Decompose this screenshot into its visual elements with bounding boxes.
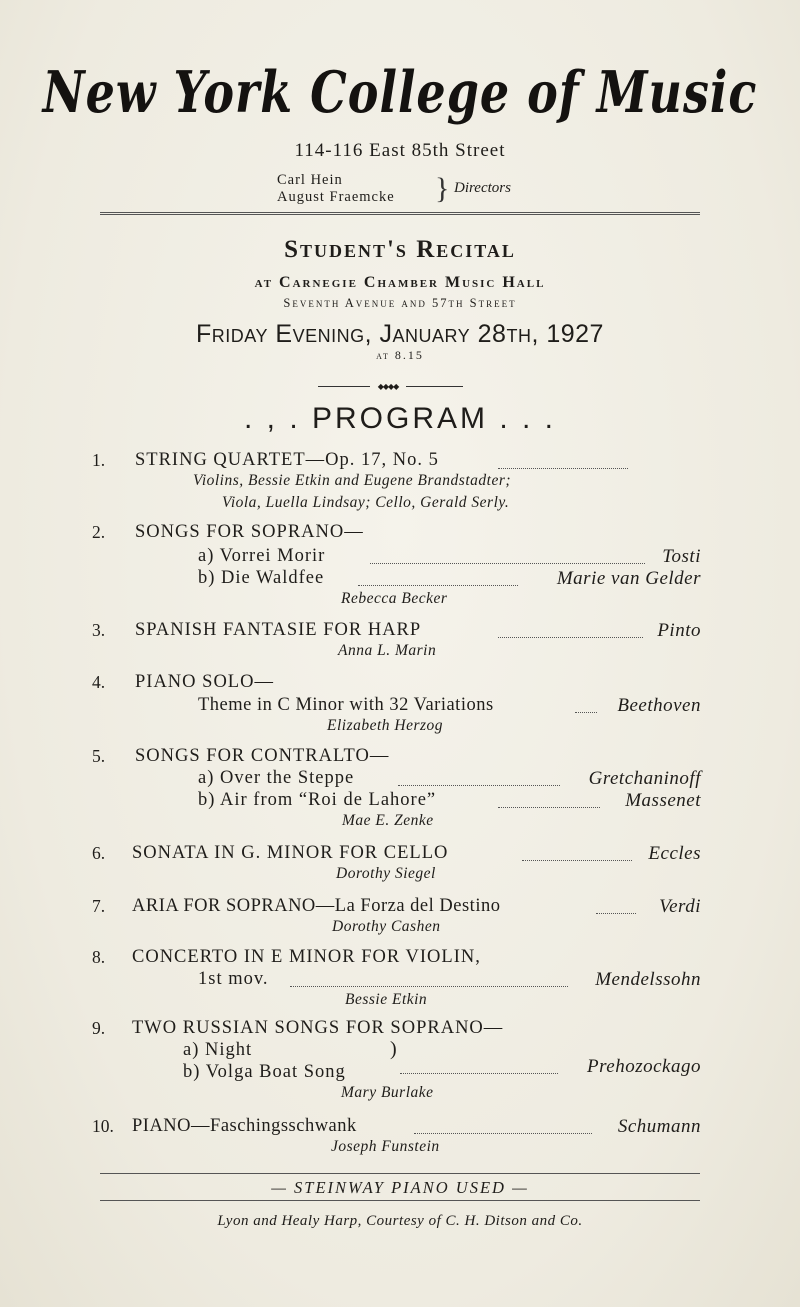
item-title: PIANO SOLO—	[135, 672, 274, 692]
item-number: 8.	[92, 947, 106, 967]
brace-glyph: }	[435, 172, 451, 205]
item-number: 7.	[92, 896, 106, 916]
item-number: 9.	[92, 1018, 106, 1038]
subitem-label: b) Die Waldfee	[198, 568, 325, 588]
college-name: New York College of Music	[42, 58, 758, 126]
ornament-divider: ◆◆◆◆	[318, 383, 463, 391]
item-number: 1.	[92, 450, 106, 470]
item-composer: Verdi	[659, 896, 701, 917]
subitem-label: a) Night	[183, 1040, 253, 1060]
subitem-label: 1st mov.	[198, 969, 269, 989]
item-performers: Bessie Etkin	[345, 991, 428, 1008]
item-composer: Eccles	[648, 843, 701, 864]
item-number: 10.	[92, 1116, 114, 1136]
director-name: August Fraemcke	[277, 189, 395, 205]
recital-venue: at Carnegie Chamber Music Hall	[254, 274, 546, 291]
item-number: 2.	[92, 522, 106, 542]
program-heading: . , . PROGRAM . . .	[243, 402, 557, 435]
item-composer: Massenet	[625, 790, 701, 811]
item-composer: Pinto	[657, 620, 701, 641]
college-address: 114-116 East 85th Street	[294, 140, 506, 161]
dotted-leader	[358, 585, 518, 586]
item-title: CONCERTO IN E MINOR FOR VIOLIN,	[132, 947, 481, 967]
director-name: Carl Hein	[277, 172, 343, 188]
footer-divider-bottom	[100, 1200, 700, 1201]
item-composer: Beethoven	[617, 695, 701, 716]
dotted-leader	[370, 563, 645, 564]
dotted-leader	[498, 468, 628, 469]
item-number: 6.	[92, 843, 106, 863]
item-composer: Prehozockago	[587, 1056, 701, 1077]
dotted-leader	[400, 1073, 558, 1074]
item-title: SPANISH FANTASIE FOR HARP	[135, 620, 422, 640]
dotted-leader	[414, 1133, 592, 1134]
item-composer: Mendelssohn	[595, 969, 701, 990]
item-title: ARIA FOR SOPRANO—La Forza del Destino	[132, 896, 501, 916]
header-divider	[100, 212, 700, 215]
recital-title: Student's Recital	[284, 236, 516, 263]
item-performers: Viola, Luella Lindsay; Cello, Gerald Serly.	[222, 494, 510, 511]
item-performers: Dorothy Siegel	[336, 865, 436, 882]
item-composer: Schumann	[617, 1116, 701, 1137]
recital-date: Friday Evening, January 28th, 1927	[196, 320, 604, 348]
item-performers: Rebecca Becker	[341, 590, 448, 607]
item-performers: Joseph Funstein	[331, 1138, 440, 1155]
item-performers: Violins, Bessie Etkin and Eugene Brandstadter;	[193, 472, 512, 489]
item-performers: Mae E. Zenke	[342, 812, 434, 829]
item-performers: Dorothy Cashen	[332, 918, 441, 935]
dotted-leader	[575, 712, 597, 713]
item-composer: Marie van Gelder	[556, 568, 701, 589]
item-performers: Elizabeth Herzog	[327, 717, 444, 734]
item-number: 5.	[92, 746, 106, 766]
piano-note: — STEINWAY PIANO USED —	[271, 1178, 529, 1197]
harp-note: Lyon and Healy Harp, Courtesy of C. H. Ditson and Co.	[217, 1213, 583, 1229]
dotted-leader	[596, 913, 636, 914]
dotted-leader	[398, 785, 560, 786]
dotted-leader	[522, 860, 632, 861]
directors-block	[277, 172, 577, 206]
subitem-label: b) Air from “Roi de Lahore”	[198, 790, 437, 810]
subitem-label: Theme in C Minor with 32 Variations	[198, 695, 494, 715]
dotted-leader	[498, 807, 600, 808]
dotted-leader	[290, 986, 568, 987]
item-composer: Tosti	[662, 546, 701, 567]
subitem-label: b) Volga Boat Song	[183, 1062, 346, 1082]
item-title: STRING QUARTET—Op. 17, No. 5	[135, 450, 439, 470]
item-title: TWO RUSSIAN SONGS FOR SOPRANO—	[132, 1018, 504, 1038]
directors-label: Directors	[454, 180, 511, 196]
recital-time: at 8.15	[376, 348, 424, 362]
item-performers: Mary Burlake	[341, 1084, 434, 1101]
item-performers: Anna L. Marin	[338, 642, 437, 659]
item-title: SONGS FOR CONTRALTO—	[135, 746, 390, 766]
item-number: 3.	[92, 620, 106, 640]
dotted-leader	[498, 637, 643, 638]
footer-divider-top	[100, 1173, 700, 1174]
bracket-glyph: )	[390, 1038, 397, 1060]
item-number: 4.	[92, 672, 106, 692]
item-composer: Gretchaninoff	[588, 768, 701, 789]
item-title: SONGS FOR SOPRANO—	[135, 522, 364, 542]
subitem-label: a) Over the Steppe	[198, 768, 355, 788]
item-title: PIANO—Faschingsschwank	[132, 1116, 357, 1136]
subitem-label: a) Vorrei Morir	[198, 546, 326, 566]
venue-street: Seventh Avenue and 57th Street	[283, 296, 517, 310]
item-title: SONATA IN G. MINOR FOR CELLO	[132, 843, 449, 863]
